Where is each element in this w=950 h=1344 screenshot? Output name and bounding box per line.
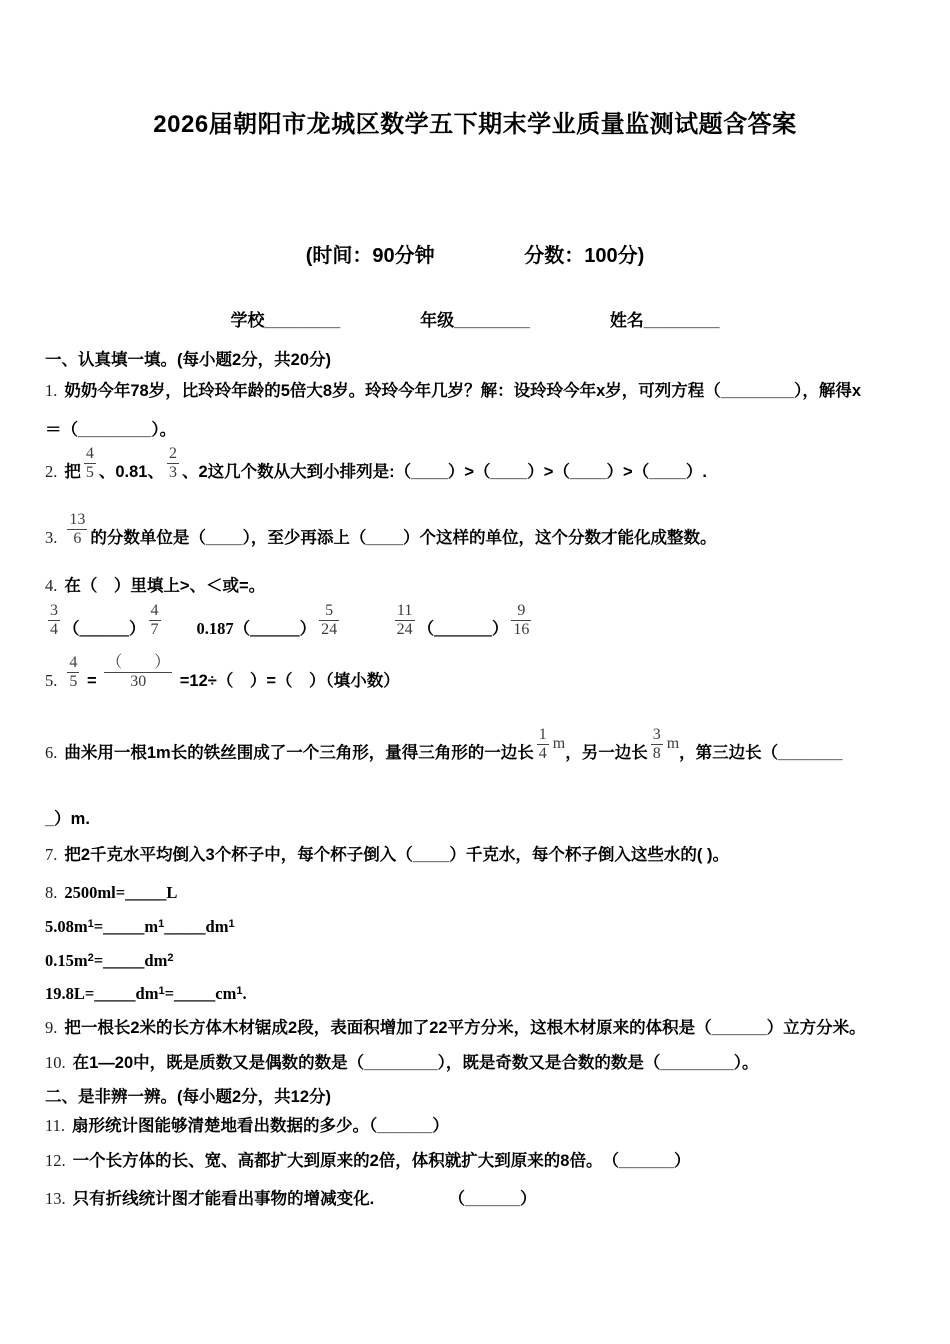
student-info-row	[0, 306, 950, 331]
line-q5	[45, 654, 912, 694]
line-q2	[45, 445, 912, 485]
text-segment: （_______）	[417, 618, 509, 638]
page-title: 2026届朝阳市龙城区数学五下期末学业质量监测试题含答案	[153, 111, 797, 138]
line-q6b	[45, 806, 912, 832]
text-segment: ，第三边长（_______	[679, 743, 843, 762]
line-q1a	[45, 378, 912, 404]
question-number: 1.	[45, 381, 58, 400]
text-segment: =	[82, 671, 102, 690]
line-q13	[45, 1186, 912, 1212]
exam-meta	[0, 239, 950, 268]
fraction: $\frac{( )}{30}$	[106, 653, 171, 690]
text-segment: =_____cm	[164, 983, 237, 1003]
question-number: 5.	[45, 670, 58, 690]
grade-field: 年级________	[420, 311, 530, 330]
line-q3	[45, 511, 912, 551]
line-q9	[45, 1015, 912, 1041]
fraction: $\frac{13}{6}$	[69, 510, 86, 547]
fraction: $\frac{9}{16}$	[513, 601, 530, 638]
line-q7	[45, 842, 912, 868]
text-segment: 奶奶今年78岁，比玲玲年龄的5倍大8岁。玲玲今年几岁？解：设玲玲今年x岁，可列方程（________），解得x	[64, 382, 862, 400]
name-field: 姓名________	[609, 311, 720, 330]
fraction: $\frac{2}{3}$	[169, 445, 177, 481]
fraction: $\frac{4}{5}$	[69, 653, 78, 690]
text-segment: 一个长方体的长、宽、高都扩大到原来的2倍，体积就扩大到原来的8倍。 （______）	[72, 1151, 691, 1170]
text-segment: _____dm	[164, 916, 229, 936]
text-segment: 只有折线统计图才能看出事物的增减变化. （______）	[72, 1189, 537, 1208]
line-sec1	[45, 347, 912, 373]
text-segment: 二、是非辨一辨。(每小题2分，共12分)	[45, 1087, 332, 1106]
superscript: 2	[87, 951, 94, 964]
text-segment: 在1—20中，既是质数又是偶数的数是（________），既是奇数又是合数的数是（________）。	[72, 1053, 759, 1072]
score-label: 分数：100分)	[524, 245, 645, 267]
question-number: 13.	[45, 1188, 66, 1208]
line-q1b	[45, 417, 912, 443]
fraction: $\frac{1}{4}$	[538, 725, 547, 762]
text-segment: （______）	[63, 618, 146, 638]
text-segment: _）m.	[45, 809, 90, 828]
question-number: 9.	[45, 1017, 58, 1037]
question-number: 6.	[45, 742, 58, 762]
text-segment: 扇形统计图能够清楚地看出数据的多少。（______）	[72, 1116, 449, 1135]
text-segment: ，另一边长	[565, 743, 648, 762]
text-segment: 在（ ）里填上>、＜或=。	[64, 576, 266, 595]
text-segment: 、0.81、	[98, 462, 164, 481]
question-number: 10.	[45, 1052, 66, 1072]
text-segment: 把一根长2米的长方体木材锯成2段，表面积增加了22平方分米，这根木材原来的体积是（______）立方分米。	[64, 1018, 866, 1037]
time-label: (时间：90分钟	[305, 245, 435, 267]
line-sec2	[45, 1084, 912, 1110]
line-q10	[45, 1050, 912, 1076]
fraction: $\frac{5}{24}$	[321, 601, 338, 638]
text-segment	[342, 619, 392, 638]
text-segment: 曲米用一根1m长的铁丝围成了一个三角形，量得三角形的一边长	[64, 743, 534, 762]
line-q11	[45, 1113, 912, 1139]
fraction: $\frac{11}{24}$	[396, 601, 413, 638]
raised-unit: m	[552, 734, 566, 752]
superscript: 1	[158, 984, 165, 997]
question-number: 2.	[45, 461, 58, 481]
text-segment: 0.187（______）	[163, 618, 317, 638]
line-q8c	[45, 948, 912, 974]
superscript: 1	[158, 917, 165, 930]
line-q8	[45, 880, 912, 906]
text-segment: 5.08m	[45, 916, 88, 936]
superscript: 1	[228, 917, 235, 930]
superscript: 1	[87, 917, 94, 930]
text-segment: 把	[64, 462, 81, 481]
school-field: 学校________	[230, 311, 341, 330]
superscript: 1	[236, 984, 243, 997]
text-segment: =_____m	[93, 916, 159, 936]
text-segment: 的分数单位是（____），至少再添上（____）个这样的单位，这个分数才能化成整数。	[90, 528, 717, 547]
text-segment: 把2千克水平均倒入3个杯子中，每个杯子倒入（____）千克水，每个杯子倒入这些水的( )。	[64, 845, 730, 864]
question-number: 11.	[45, 1115, 66, 1135]
text-segment: ＝（________）。	[45, 421, 177, 439]
line-q8b	[45, 914, 912, 940]
text-segment: 一、认真填一填。(每小题2分，共20分)	[45, 351, 332, 369]
text-segment: 19.8L=_____dm	[45, 983, 159, 1003]
question-number: 8.	[45, 882, 58, 902]
fraction: $\frac{4}{7}$	[150, 601, 159, 638]
line-q12	[45, 1148, 912, 1174]
fraction: $\frac{3}{4}$	[50, 601, 58, 638]
text-segment: 2500ml=_____L	[64, 882, 178, 902]
line-q8d	[45, 981, 912, 1007]
line-q4	[45, 573, 912, 599]
fraction: $\frac{3}{8}$	[652, 725, 661, 762]
question-number: 3.	[45, 527, 58, 547]
superscript: 2	[167, 951, 174, 964]
text-segment: =_____dm	[93, 950, 168, 970]
questions	[0, 331, 950, 1212]
text-segment: =12÷（ ）=（ ）（填小数）	[175, 671, 400, 690]
question-number: 12.	[45, 1150, 66, 1170]
text-segment: .	[242, 983, 247, 1003]
fraction: $\frac{4}{5}$	[85, 445, 94, 481]
raised-unit: m	[666, 734, 680, 752]
text-segment: 0.15m	[45, 950, 88, 970]
line-q4row	[45, 602, 912, 642]
text-segment: 、2这几个数从大到小排列是:（____）>（____）>（____）>（____）.	[182, 462, 707, 481]
question-number: 4.	[45, 575, 58, 595]
question-number: 7.	[45, 844, 58, 864]
line-q6	[45, 726, 912, 766]
